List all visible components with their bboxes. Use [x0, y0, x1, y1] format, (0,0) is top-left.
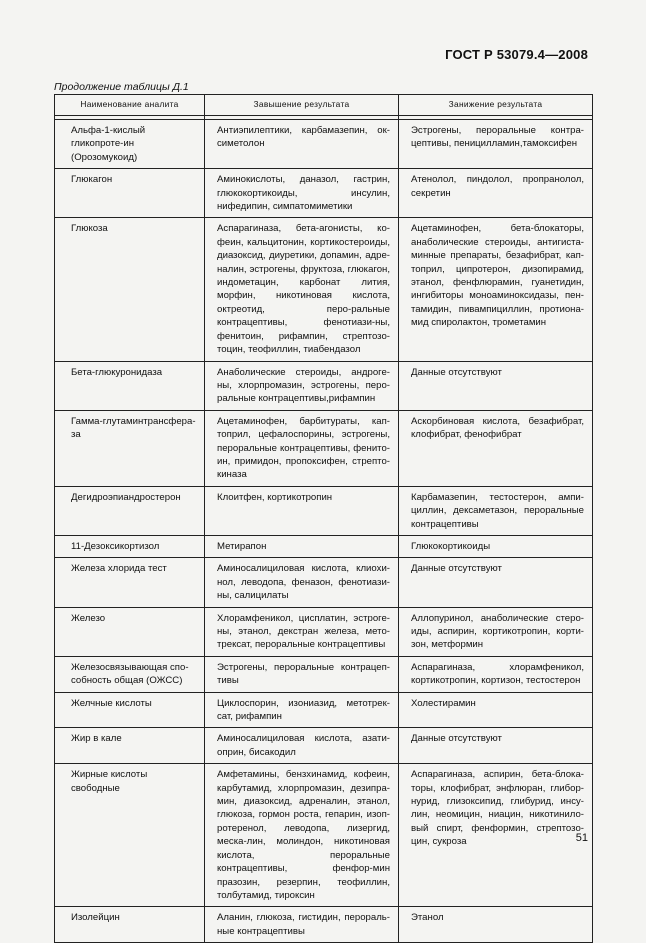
cell-decrease: Холестирамин	[399, 692, 593, 728]
cell-decrease: Карбамазепин, тестостерон, ампи-циллин, дексаметазон, пероральные контрацептивы	[399, 486, 593, 535]
table-row	[55, 410, 593, 486]
cell-analyte: Дегидроэпиандростерон	[55, 486, 205, 535]
cell-increase: Аспарагиназа, бета-агонисты, ко-феин, кальцитонин, кортикостероиды, диазоксид, диуретики, допамин, адре-налин, эстрогены, фруктоза, глюкагон, индометацин, карбонат лития, морфин, никотиновая кислота, октреотид, перо-ральные контрацептивы, фенотиази-ны, фенитоин, рифампин, стрептозо-тоцин, теофиллин, тиабендазол	[205, 218, 399, 361]
cell-analyte: Бета-глюкуронидаза	[55, 361, 205, 410]
cell-decrease: Эстрогены, пероральные контра-цептивы, пеницилламин,тамоксифен	[399, 120, 593, 169]
cell-increase: Антиэпилептики, карбамазепин, ок-симетолон	[205, 120, 399, 169]
cell-decrease: Глюкокортикоиды	[399, 535, 593, 557]
cell-analyte: Железо	[55, 607, 205, 656]
cell-increase: Хлорамфеникол, цисплатин, эстроге-ны, этанол, декстран железа, мето-трексат, пероральные контрацептивы	[205, 607, 399, 656]
cell-decrease: Этанол	[399, 907, 593, 943]
cell-analyte: Жир в кале	[55, 728, 205, 764]
column-header-analyte: Наименование аналита	[55, 95, 205, 116]
table-row	[55, 907, 593, 943]
cell-increase: Аминосалициловая кислота, клиохи-нол, леводопа, феназон, фенотиази-ны, салицилаты	[205, 558, 399, 607]
cell-analyte: Глюкоза	[55, 218, 205, 361]
table-row	[55, 535, 593, 557]
table-row	[55, 120, 593, 169]
cell-increase: Аминокислоты, даназол, гастрин, глюкокортикоиды, инсулин, нифедипин, симпатомиметики	[205, 169, 399, 218]
cell-analyte: Железа хлорида тест	[55, 558, 205, 607]
cell-decrease: Данные отсутствуют	[399, 728, 593, 764]
cell-analyte: Желчные кислоты	[55, 692, 205, 728]
cell-increase: Анаболические стероиды, андроге-ны, хлорпромазин, эстрогены, перо-ральные контрацептивы,рифампин	[205, 361, 399, 410]
cell-decrease: Аспарагиназа, аспирин, бета-блока-торы, клофибрат, энфлюран, глибор-нурид, глизоксипид, глибурид, инсу-лин, неомицин, ниацин, никотинило-вый спирт, фенформин, стрептозо-цин, сукроза	[399, 764, 593, 907]
table-row	[55, 169, 593, 218]
cell-decrease: Атенолол, пиндолол, пропранолол, секретин	[399, 169, 593, 218]
table-row	[55, 558, 593, 607]
cell-decrease: Ацетаминофен, бета-блокаторы, анаболические стероиды, антигиста-минные препараты, безафибрат, кап-топрил, ципротерон, дизопирамид, этанол, фенфлюрамин, гуанетидин, ингибиторы моноаминоксидазы, пен-тамидин, пивампициллин, протиона-мид спиролактон, трометамин	[399, 218, 593, 361]
table-row	[55, 764, 593, 907]
standard-number: ГОСТ Р 53079.4—2008	[445, 47, 588, 62]
cell-decrease: Данные отсутствуют	[399, 558, 593, 607]
cell-increase: Ацетаминофен, барбитураты, кап-топрил, цефалоспорины, эстрогены, пероральные контрацептивы, фенито-ин, примидон, пропоксифен, стрепто-киназа	[205, 410, 399, 486]
cell-analyte: Альфа-1-кислый гликопроте-ин (Орозомукоид)	[55, 120, 205, 169]
cell-analyte: 11-Дезоксикортизол	[55, 535, 205, 557]
cell-decrease: Аллопуринол, анаболические стеро-иды, аспирин, кортикотропин, корти-зон, метформин	[399, 607, 593, 656]
cell-increase: Циклоспорин, изониазид, метотрек-сат, рифампин	[205, 692, 399, 728]
interference-table	[54, 94, 593, 943]
cell-increase: Аминосалициловая кислота, азати-оприн, бисакодил	[205, 728, 399, 764]
column-header-decrease: Занижение результата	[399, 95, 593, 116]
cell-analyte: Железосвязывающая спо-собность общая (ОЖСС)	[55, 656, 205, 692]
table-body	[55, 120, 593, 943]
cell-decrease: Аскорбиновая кислота, безафибрат, клофибрат, фенофибрат	[399, 410, 593, 486]
cell-increase: Эстрогены, пероральные контрацеп-тивы	[205, 656, 399, 692]
cell-analyte: Гамма-глутаминтрансфера-за	[55, 410, 205, 486]
cell-analyte: Изолейцин	[55, 907, 205, 943]
cell-decrease: Данные отсутствуют	[399, 361, 593, 410]
table-row	[55, 656, 593, 692]
cell-increase: Амфетамины, бензхинамид, кофеин, карбутамид, хлорпромазин, дезипра-мин, диазоксид, адреналин, этанол, глюкоза, гормон роста, гепарин, изоп-ротеренол, леводопа, лизергид, меска-лин, молиндон, никотиновая кислота, пероральные контрацептивы, фенфор-мин празозин, резерпин, теофиллин, толбутамид, тироксин	[205, 764, 399, 907]
table-row	[55, 218, 593, 361]
table-row	[55, 692, 593, 728]
cell-analyte: Жирные кислоты свободные	[55, 764, 205, 907]
cell-analyte: Глюкагон	[55, 169, 205, 218]
table-row	[55, 607, 593, 656]
table-row	[55, 728, 593, 764]
cell-decrease: Аспарагиназа, хлорамфеникол, кортикотропин, кортизон, тестостерон	[399, 656, 593, 692]
cell-increase: Метирапон	[205, 535, 399, 557]
table-row	[55, 361, 593, 410]
table-continuation-caption: Продолжение таблицы Д.1	[54, 81, 189, 93]
column-header-increase: Завышение результата	[205, 95, 399, 116]
cell-increase: Клоитфен, кортикотропин	[205, 486, 399, 535]
cell-increase: Аланин, глюкоза, гистидин, перораль-ные контрацептивы	[205, 907, 399, 943]
table-row	[55, 486, 593, 535]
page-number: 51	[575, 832, 588, 844]
